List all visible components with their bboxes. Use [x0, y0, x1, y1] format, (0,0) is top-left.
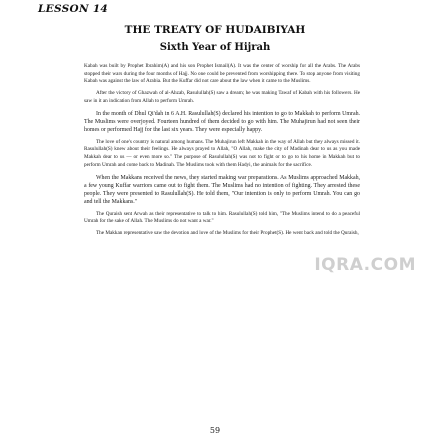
- page-subtitle: Sixth Year of Hijrah: [159, 42, 271, 53]
- paragraph-6: The Quraish sent Arwah as their representative to talk to him. Rasulullah(S) told him, "The Muslims intend to do a peaceful Umrah for the sake of Allah. The Muslims do not want a war.": [84, 210, 360, 225]
- page-number: 59: [209, 426, 221, 435]
- body-text: [84, 63, 360, 242]
- paragraph-1: Kabah was built by Prophet Ibrahim(A) and his son Prophet Ismail(A). It was the center of worship for all the Arabs. The Arabs stopped their wars during the four months of Hajj. No one could be prevented from worshipping there. To stop anyone from visiting Kabah was against the law of Arabia. But the Kuffar did not care about the law when it came to the Muslims.: [84, 63, 360, 85]
- watermark: IQRA.COM: [314, 255, 416, 275]
- paragraph-7: The Makkan representative saw the devotion and love of the Muslims for their Prophet(S). He went back and told the Quraish,: [96, 230, 359, 237]
- lesson-label: LESSON 14: [38, 3, 109, 15]
- paragraph-2: After the victory of Ghazwah of al-Ahzab, Rasulullah(S) saw a dream; he was making Tawaf of Kabah with his followers. He saw in it an indication from Allah to perform Umrah.: [84, 90, 360, 104]
- paragraph-4: The love of one's country is natural among humans. The Muhajirun left Makkah in the way of Allah but they always missed it. Rasulullah(S) knew about their feelings. He always prayed to Allah, "O Allah, make the city of Madinah dear to us as you made Makkah dear to us — or even more so." The purpose of Rasulullah(S) was not to fight or to go to his home in Makkah but to perform Umrah and come back to Madinah. The Muslims took with them Hadyi, the animals for the sacrifice.: [84, 138, 360, 168]
- paragraph-3: In the month of Dhul Qi'dah in 6 A.H. Rasulullah(S) declared his intention to go to Makkah to perform Umrah. The Muslims were overjoyed. Fourteen hundred of them decided to go with him. The Muhajirun had not seen their homes or performed Hajj for the last six years. They were especially happy.: [84, 110, 360, 134]
- paragraph-5: When the Makkans received the news, they started making war preparations. As Muslims approached Makkah, a few young Kuffar warriors came out to fight them. The Muslims had no intention of fighting. They arrested these people. They were presented to Rasulullah(S). He told them, "Our intention is only to perform Umrah. You can go and tell the Makkans.": [84, 174, 360, 206]
- page-title: THE TREATY OF HUDAIBIYAH: [124, 24, 306, 36]
